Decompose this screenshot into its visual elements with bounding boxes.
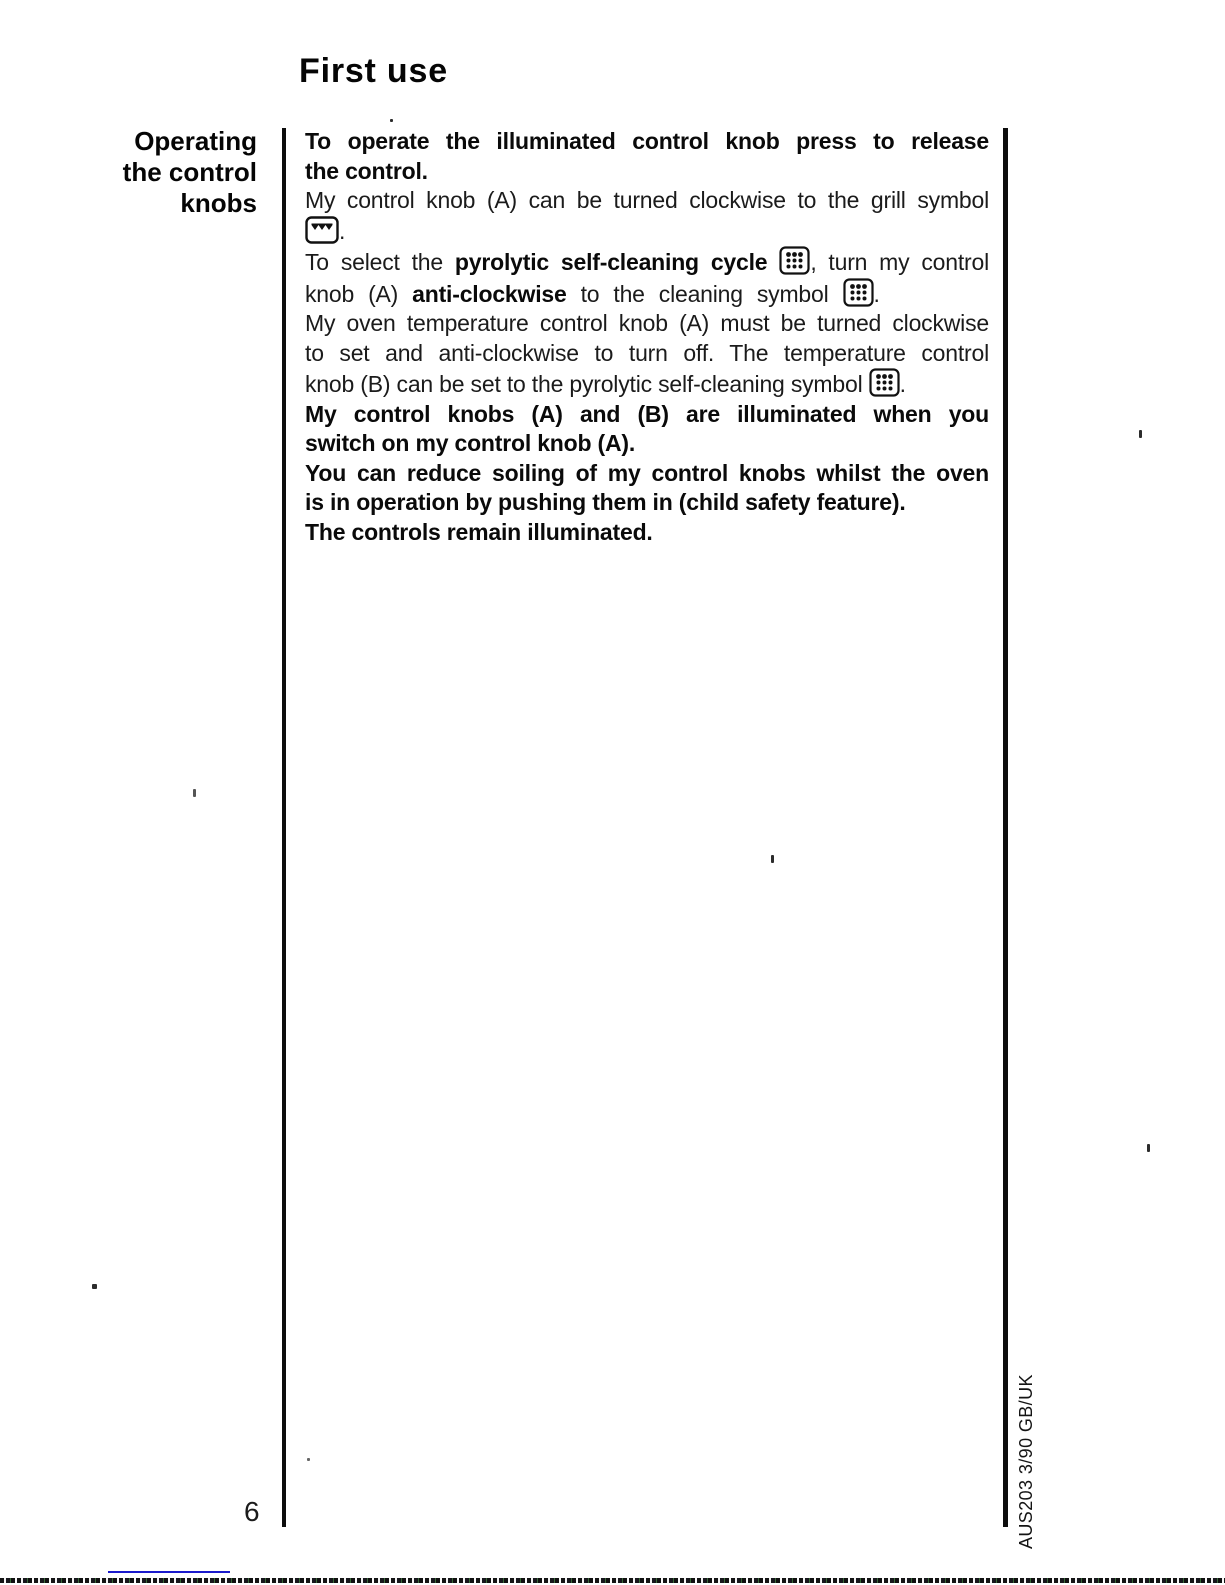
body-text-segment: knob (A) [305, 280, 413, 307]
scan-speck [92, 1284, 97, 1289]
page-title: First use [299, 52, 448, 90]
body-line [305, 278, 989, 310]
body-text-segment: , turn my control [810, 249, 989, 275]
scan-speck [307, 1458, 310, 1461]
body-text-segment: . [899, 371, 906, 397]
body-text-segment [767, 249, 779, 275]
right-margin-rule [1003, 128, 1008, 1527]
scan-speck [1147, 1144, 1150, 1152]
body-text-segment: knob (B) can be set to the pyrolytic self-cleaning symbol [305, 371, 869, 397]
body-line [305, 400, 989, 430]
grill-symbol-icon [305, 216, 339, 247]
pyrolytic-cleaning-symbol-icon [869, 368, 900, 400]
body-line [305, 186, 989, 216]
body-line [305, 216, 989, 247]
body-text-segment: . [339, 217, 346, 244]
body-text-segment: the control. [305, 157, 428, 184]
pyrolytic-cleaning-symbol-icon [843, 278, 874, 310]
body-line [305, 309, 989, 339]
body-line [305, 459, 989, 489]
body-line [305, 488, 989, 518]
body-text [305, 127, 989, 547]
blue-underline-mark [108, 1571, 230, 1573]
body-text-segment: to set and anti-clockwise to turn off. The temperature control [305, 339, 989, 366]
body-text-segment: The controls remain illuminated. [305, 518, 653, 545]
body-line [305, 429, 989, 459]
column-divider-rule [282, 128, 286, 1527]
body-text-segment: To operate the illuminated control knob press to release [305, 128, 989, 154]
section-heading [40, 126, 257, 219]
scan-speck [1139, 430, 1142, 438]
body-text-segment: to the cleaning symbol [566, 280, 843, 307]
body-text-segment: My control knobs (A) and (B) are illuminated when you [305, 400, 989, 427]
scan-speck [771, 855, 774, 863]
body-line [305, 127, 989, 157]
body-text-segment: switch on my control knob (A). [305, 430, 636, 456]
section-heading-line: knobs [180, 188, 257, 218]
pyrolytic-cleaning-symbol-icon [779, 246, 810, 278]
section-heading-line: Operating [134, 126, 257, 156]
scan-speck [193, 789, 196, 797]
body-line [305, 368, 989, 400]
body-line [305, 246, 989, 278]
body-text-segment: . [873, 280, 880, 307]
body-text-segment: is in operation by pushing them in (child safety feature). [305, 489, 906, 515]
print-code-vertical: AUS203 3/90 GB/UK [1016, 1374, 1036, 1549]
body-text-segment: To select the [305, 249, 455, 275]
page-number: 6 [244, 1496, 260, 1527]
body-line [305, 339, 989, 369]
scan-speck [390, 119, 393, 122]
body-text-segment: anti-clockwise [412, 280, 567, 307]
dashed-page-edge [0, 1578, 1225, 1583]
body-text-segment: My oven temperature control knob (A) must be turned clockwise [305, 310, 989, 336]
body-text-segment: You can reduce soiling of my control knobs whilst the oven [305, 459, 989, 486]
body-text-segment: pyrolytic self-cleaning cycle [454, 249, 768, 275]
body-text-segment: My control knob (A) can be turned clockwise to the grill symbol [305, 187, 989, 213]
body-line [305, 157, 989, 187]
body-line [305, 518, 989, 548]
section-heading-line: the control [122, 157, 257, 187]
